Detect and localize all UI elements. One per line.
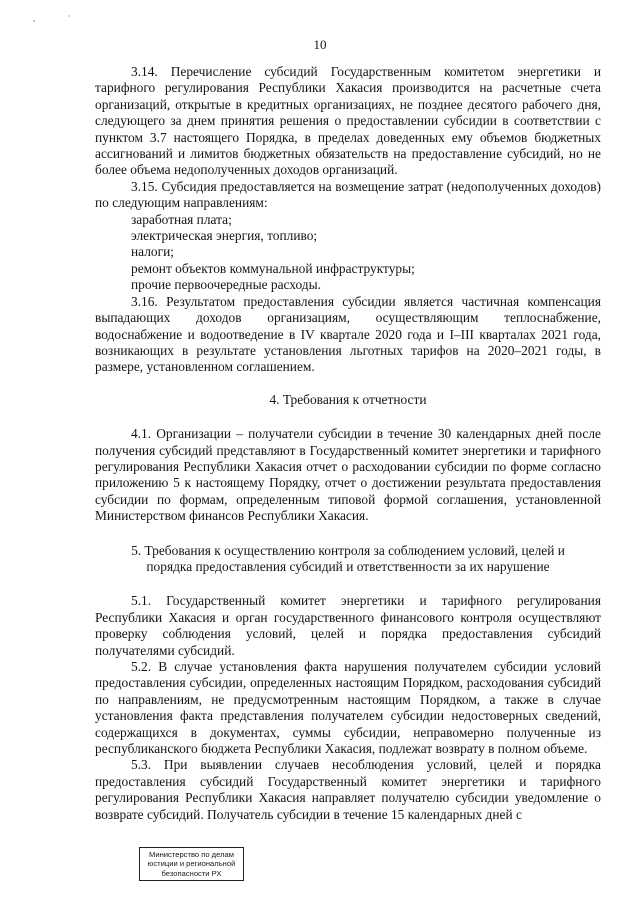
paragraph-5-3: 5.3. При выявлении случаев несоблюдения условий, целей и порядка предоставления субсидий Государственный комитет энергетики и тарифного регулирования Республики Хакасия направляет получателю субсидии уведомление о возврате субсидий. Получатель субсидии в течение 15 календарных дней с [95, 757, 601, 822]
paragraph-5-2: 5.2. В случае установления факта нарушения получателем субсидии условий предоставления субсидии, определенных настоящим Порядком, расходования субсидий по направлениям, не предусмотренным настоящим Порядком, а также в случае установления факта представления получателем субсидии недостоверных сведений, содержащихся в документах, суммы субсидии, неправомерно полученные из республиканского бюджета Республики Хакасия, подлежат возврату в полном объеме. [95, 659, 601, 757]
scan-speck [33, 20, 34, 21]
stamp-line: Министерство по делам [149, 850, 234, 859]
paragraph-5-1: 5.1. Государственный комитет энергетики и тарифного регулирования Республики Хакасия и орган государственного финансового контроля осуществляют проверку соблюдения условий, целей и порядка предоставления субсидий получателями субсидий. [95, 593, 601, 658]
list-item-salary: заработная плата; [131, 211, 232, 227]
list-item-other: прочие первоочередные расходы. [131, 277, 321, 293]
scan-specks [0, 0, 640, 40]
document-body [95, 64, 601, 823]
section-5-heading-line2: порядка предоставления субсидий и ответственности за их нарушение [146, 558, 550, 574]
page-number: 10 [313, 37, 327, 52]
scan-speck [68, 15, 69, 16]
ministry-stamp [139, 847, 244, 881]
paragraph-3-16: 3.16. Результатом предоставления субсидии является частичная компенсация выпадающих доходов организациям, осуществляющим теплоснабжение, водоснабжение и водоотведение в IV квартале 2020 года и I–III кварталах 2021 года, возникающих в результате установления льготных тарифов на 2020–2021 годы, в размере, установленном соглашением. [95, 293, 601, 375]
stamp-line: юстиции и региональной [147, 859, 236, 869]
list-item-energy-fuel: электрическая энергия, топливо; [131, 228, 318, 244]
section-4-heading: 4. Требования к отчетности [269, 391, 427, 407]
list-item-repair: ремонт объектов коммунальной инфраструктуры; [131, 260, 415, 276]
paragraph-3-14: 3.14. Перечисление субсидий Государственным комитетом энергетики и тарифного регулирования Республики Хакасия производится на расчетные счета организаций, открытые в кредитных организациях, не позднее десятого рабочего дня, следующего за днем принятия решения о предоставлении субсидии в соответствии с пунктом 3.7 настоящего Порядка, в пределах доведенных ему объемов бюджетных ассигнований и лимитов бюджетных обязательств на предоставление субсидий, но не более объема недополученных доходов организаций. [95, 64, 601, 178]
paragraph-4-1: 4.1. Организации – получатели субсидии в течение 30 календарных дней после получения субсидий представляют в Государственный комитет энергетики и тарифного регулирования Республики Хакасия отчет о расходовании субсидии по форме согласно приложению 5 к настоящему Порядку, отчет о достижении результата предоставления субсидии по формам, определенным типовой формой соглашения, установленной Министерством финансов Республики Хакасия. [95, 426, 601, 524]
stamp-line: безопасности РХ [161, 868, 222, 878]
list-item-taxes: налоги; [131, 244, 174, 260]
section-5-heading-line1: 5. Требования к осуществлению контроля за соблюдением условий, целей и [131, 542, 565, 558]
paragraph-3-15: 3.15. Субсидия предоставляется на возмещение затрат (недополученных доходов) по следующим направлениям: [95, 178, 601, 211]
